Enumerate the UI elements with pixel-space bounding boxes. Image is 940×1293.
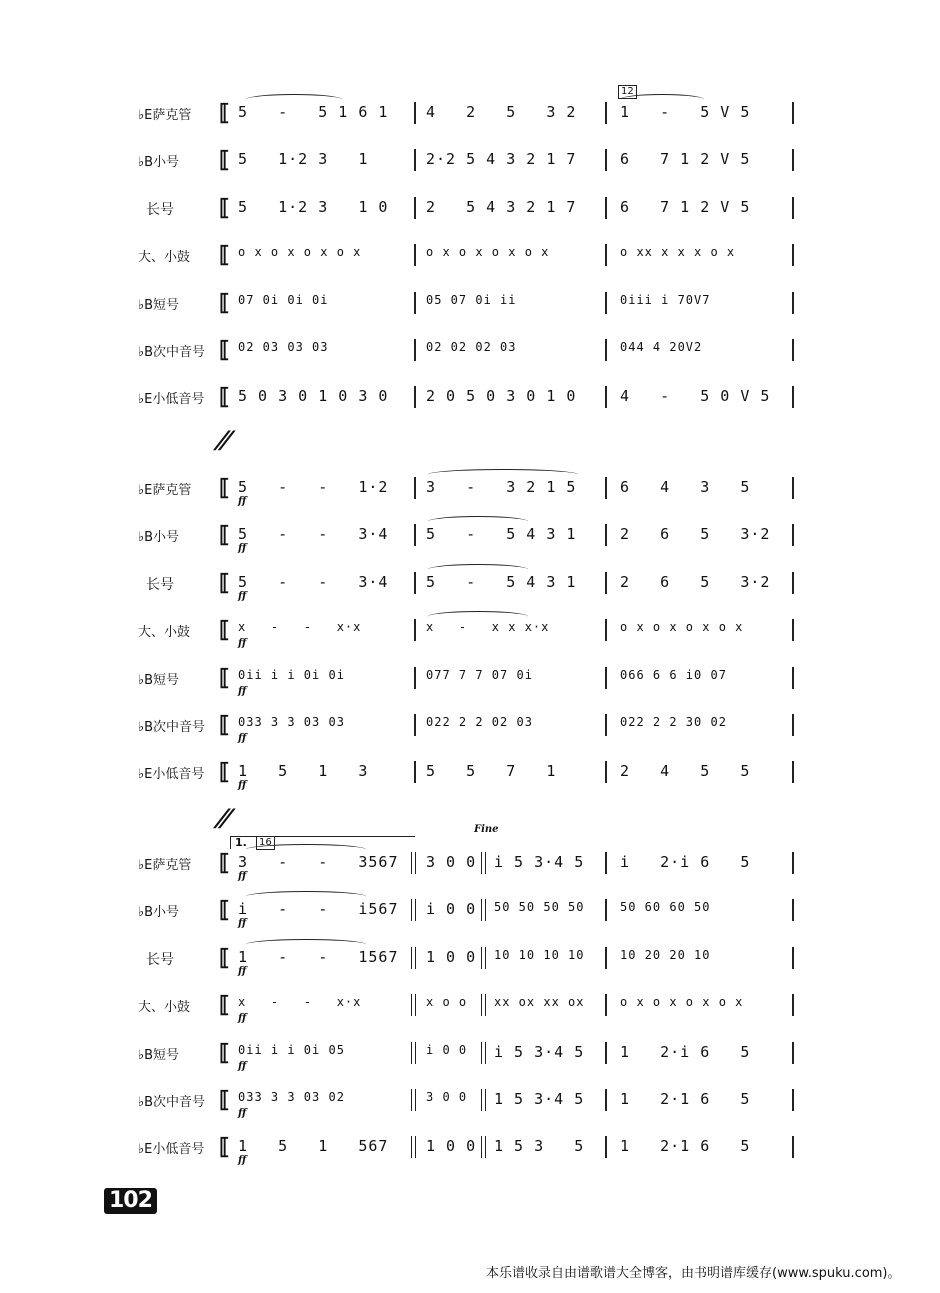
barline [414, 386, 416, 408]
measure: 5 1·2 3 1 [238, 150, 369, 168]
measure: 1 5 1 3 [238, 762, 369, 780]
measure: xx ox xx ox [494, 995, 585, 1009]
measure: i 5 3·4 5 [494, 1043, 585, 1061]
barline [414, 102, 416, 124]
barline [792, 339, 794, 361]
measure: 0iii i 70V7 [620, 293, 711, 307]
page-number: 102 [104, 1188, 157, 1214]
dynamic-marking: ff [238, 638, 247, 649]
measure: o x o x o x o x [238, 245, 362, 259]
dynamic-marking: ff [238, 496, 247, 507]
instrument-label: 大、小鼓 [138, 250, 191, 265]
barline [414, 149, 416, 171]
dynamic-marking: ff [238, 871, 247, 882]
measure: 1 0 0 [426, 1137, 477, 1155]
staff-row [0, 290, 940, 320]
measure: i 0 0 [426, 900, 477, 918]
barline [792, 102, 794, 124]
staff-row [0, 570, 940, 600]
instrument-label: 大、小鼓 [138, 1000, 191, 1015]
measure: 6 7 1 2 V 5 [620, 198, 751, 216]
row-brace: ⟦ [219, 522, 230, 548]
barline [792, 1136, 794, 1158]
instrument-label: ♭E小低音号 [138, 767, 205, 782]
measure: 033 3 3 03 02 [238, 1090, 345, 1104]
measure: i 5 3·4 5 [494, 853, 585, 871]
row-brace: ⟦ [219, 712, 230, 738]
dynamic-marking: ff [238, 966, 247, 977]
dynamic-marking: ff [238, 686, 247, 697]
double-barline [411, 1136, 416, 1158]
row-brace: ⟦ [219, 242, 230, 268]
measure: 5 - 5 1 6 1 [238, 103, 389, 121]
row-brace: ⟦ [219, 384, 230, 410]
measure: 0ii i i 0i 0i [238, 668, 345, 682]
barline [605, 572, 607, 594]
dynamic-marking: ff [238, 733, 247, 744]
barline [792, 244, 794, 266]
instrument-label: ♭B小号 [138, 530, 180, 545]
row-brace: ⟦ [219, 337, 230, 363]
barline [605, 102, 607, 124]
instrument-label: ♭E萨克管 [138, 858, 192, 873]
dynamic-marking: ff [238, 591, 247, 602]
barline [414, 572, 416, 594]
system-break-mark: // [211, 803, 235, 832]
instrument-label: ♭B小号 [138, 155, 180, 170]
measure: i - - i567 [238, 900, 399, 918]
measure: 1 0 0 [426, 948, 477, 966]
barline [792, 899, 794, 921]
barline [792, 477, 794, 499]
dynamic-marking: ff [238, 1013, 247, 1024]
instrument-label: ♭B次中音号 [138, 720, 206, 735]
measure: 044 4 20V2 [620, 340, 703, 354]
instrument-label: ♭B次中音号 [138, 1095, 206, 1110]
measure: 6 4 3 5 [620, 478, 751, 496]
measure: 02 03 03 03 [238, 340, 329, 354]
staff-row [0, 992, 940, 1022]
measure: 077 7 7 07 0i [426, 668, 533, 682]
measure: 07 0i 0i 0i [238, 293, 329, 307]
measure: 5 - - 3·4 [238, 573, 389, 591]
dynamic-marking: ff [238, 1061, 247, 1072]
barline [792, 1089, 794, 1111]
measure: 2 0 5 0 3 0 1 0 [426, 387, 577, 405]
measure: 1 5 1 567 [238, 1137, 389, 1155]
double-barline [481, 1136, 486, 1158]
row-brace: ⟦ [219, 1087, 230, 1113]
measure: 2 5 4 3 2 1 7 [426, 198, 577, 216]
staff-row [0, 522, 940, 552]
dynamic-marking: ff [238, 918, 247, 929]
barline [792, 714, 794, 736]
double-barline [411, 947, 416, 969]
rehearsal-mark: 12 [618, 85, 637, 99]
barline [792, 386, 794, 408]
double-barline [481, 994, 486, 1016]
measure: 1 - - 1567 [238, 948, 399, 966]
barline [605, 994, 607, 1016]
barline [605, 197, 607, 219]
measure: 5 5 7 1 [426, 762, 557, 780]
double-barline [411, 899, 416, 921]
staff-row [0, 945, 940, 975]
double-barline [411, 852, 416, 874]
barline [792, 292, 794, 314]
barline [414, 477, 416, 499]
barline [605, 1136, 607, 1158]
measure: 0ii i i 0i 05 [238, 1043, 345, 1057]
row-brace: ⟦ [219, 475, 230, 501]
barline [414, 667, 416, 689]
staff-row [0, 1040, 940, 1070]
barline [605, 386, 607, 408]
measure: 5 1·2 3 1 0 [238, 198, 389, 216]
barline [792, 994, 794, 1016]
row-brace: ⟦ [219, 992, 230, 1018]
measure: o x o x o x o x [620, 620, 744, 634]
instrument-label: 长号 [146, 577, 174, 593]
double-barline [411, 1042, 416, 1064]
barline [414, 619, 416, 641]
barline [605, 477, 607, 499]
measure: o x o x o x o x [426, 245, 550, 259]
measure: 033 3 3 03 03 [238, 715, 345, 729]
instrument-label: ♭B短号 [138, 1048, 180, 1063]
barline [792, 667, 794, 689]
instrument-label: 长号 [146, 952, 174, 968]
barline [605, 667, 607, 689]
row-brace: ⟦ [219, 897, 230, 923]
barline [605, 852, 607, 874]
instrument-label: ♭E小低音号 [138, 1142, 205, 1157]
volta-label: 1. [235, 836, 247, 849]
staff-row [0, 337, 940, 367]
measure: 2 4 5 5 [620, 762, 751, 780]
measure: 3 - 3 2 1 5 [426, 478, 577, 496]
instrument-label: 长号 [146, 202, 174, 218]
staff-row [0, 100, 940, 130]
barline [414, 244, 416, 266]
row-brace: ⟦ [219, 850, 230, 876]
measure: 1 2·1 6 5 [620, 1090, 751, 1108]
measure: x - - x·x [238, 995, 362, 1009]
barline [792, 572, 794, 594]
barline [605, 714, 607, 736]
system-break-mark: // [211, 425, 235, 454]
instrument-label: ♭E小低音号 [138, 392, 205, 407]
barline [605, 761, 607, 783]
measure: 2 6 5 3·2 [620, 525, 771, 543]
measure: 3 0 0 [426, 1090, 468, 1104]
instrument-label: ♭B小号 [138, 905, 180, 920]
double-barline [411, 994, 416, 1016]
measure: 2 6 5 3·2 [620, 573, 771, 591]
row-brace: ⟦ [219, 1040, 230, 1066]
row-brace: ⟦ [219, 100, 230, 126]
barline [792, 1042, 794, 1064]
barline [605, 339, 607, 361]
staff-row [0, 1134, 940, 1164]
measure: 3 0 0 [426, 853, 477, 871]
measure: 10 10 10 10 [494, 948, 585, 962]
measure: 5 0 3 0 1 0 3 0 [238, 387, 389, 405]
double-barline [481, 947, 486, 969]
measure: 5 - 5 4 3 1 [426, 525, 577, 543]
measure: o xx x x x o x [620, 245, 736, 259]
row-brace: ⟦ [219, 290, 230, 316]
dynamic-marking: ff [238, 1155, 247, 1166]
measure: o x o x o x o x [620, 995, 744, 1009]
dynamic-marking: ff [238, 1108, 247, 1119]
barline [605, 292, 607, 314]
double-barline [411, 1089, 416, 1111]
double-barline [481, 899, 486, 921]
measure: 5 - - 3·4 [238, 525, 389, 543]
staff-row [0, 759, 940, 789]
measure: 1 2·i 6 5 [620, 1043, 751, 1061]
staff-row [0, 195, 940, 225]
measure: 5 - 5 4 3 1 [426, 573, 577, 591]
measure: 2·2 5 4 3 2 1 7 [426, 150, 577, 168]
barline [605, 1089, 607, 1111]
barline [792, 149, 794, 171]
measure: 022 2 2 02 03 [426, 715, 533, 729]
measure: 1 5 3·4 5 [494, 1090, 585, 1108]
fine-marking: Fine [474, 824, 499, 835]
measure: 50 50 50 50 [494, 900, 585, 914]
staff-row [0, 897, 940, 927]
measure: 6 7 1 2 V 5 [620, 150, 751, 168]
rehearsal-mark: 16 [256, 836, 275, 850]
dynamic-marking: ff [238, 780, 247, 791]
staff-row [0, 850, 940, 880]
double-barline [481, 1089, 486, 1111]
barline [605, 524, 607, 546]
barline [605, 244, 607, 266]
row-brace: ⟦ [219, 665, 230, 691]
barline [792, 619, 794, 641]
barline [605, 149, 607, 171]
staff-row [0, 712, 940, 742]
double-barline [481, 852, 486, 874]
measure: 5 - - 1·2 [238, 478, 389, 496]
barline [792, 852, 794, 874]
measure: x - - x·x [238, 620, 362, 634]
measure: 10 20 20 10 [620, 948, 711, 962]
measure: 022 2 2 30 02 [620, 715, 727, 729]
staff-row [0, 384, 940, 414]
footer-source-note: 本乐谱收录自由谱歌谱大全博客，由书明谱库缓存(www.spuku.com)。 [486, 1266, 901, 1281]
instrument-label: ♭B短号 [138, 298, 180, 313]
measure: x o o [426, 995, 468, 1009]
double-barline [481, 1042, 486, 1064]
staff-row [0, 147, 940, 177]
barline [605, 619, 607, 641]
barline [605, 947, 607, 969]
measure: 1 5 3 5 [494, 1137, 585, 1155]
barline [605, 1042, 607, 1064]
row-brace: ⟦ [219, 945, 230, 971]
row-brace: ⟦ [219, 195, 230, 221]
barline [792, 947, 794, 969]
row-brace: ⟦ [219, 570, 230, 596]
measure: i 0 0 [426, 1043, 468, 1057]
instrument-label: ♭B次中音号 [138, 345, 206, 360]
measure: 3 - - 3567 [238, 853, 399, 871]
barline [792, 761, 794, 783]
measure: 1 2·1 6 5 [620, 1137, 751, 1155]
barline [792, 524, 794, 546]
measure: 4 2 5 3 2 [426, 103, 577, 121]
measure: 4 - 5 0 V 5 [620, 387, 771, 405]
measure: i 2·i 6 5 [620, 853, 751, 871]
staff-row [0, 665, 940, 695]
instrument-label: ♭E萨克管 [138, 483, 192, 498]
staff-row [0, 617, 940, 647]
row-brace: ⟦ [219, 1134, 230, 1160]
row-brace: ⟦ [219, 617, 230, 643]
staff-row [0, 242, 940, 272]
barline [414, 524, 416, 546]
instrument-label: ♭E萨克管 [138, 108, 192, 123]
instrument-label: 大、小鼓 [138, 625, 191, 640]
barline [605, 899, 607, 921]
barline [414, 761, 416, 783]
measure: 05 07 0i ii [426, 293, 517, 307]
row-brace: ⟦ [219, 147, 230, 173]
barline [414, 714, 416, 736]
staff-row [0, 1087, 940, 1117]
measure: 1 - 5 V 5 [620, 103, 751, 121]
measure: x - x x x·x [426, 620, 550, 634]
barline [414, 197, 416, 219]
measure: 066 6 6 i0 07 [620, 668, 727, 682]
measure: 50 60 60 50 [620, 900, 711, 914]
measure: 02 02 02 03 [426, 340, 517, 354]
instrument-label: ♭B短号 [138, 673, 180, 688]
barline [792, 197, 794, 219]
barline [414, 339, 416, 361]
dynamic-marking: ff [238, 543, 247, 554]
staff-row [0, 475, 940, 505]
barline [414, 292, 416, 314]
row-brace: ⟦ [219, 759, 230, 785]
